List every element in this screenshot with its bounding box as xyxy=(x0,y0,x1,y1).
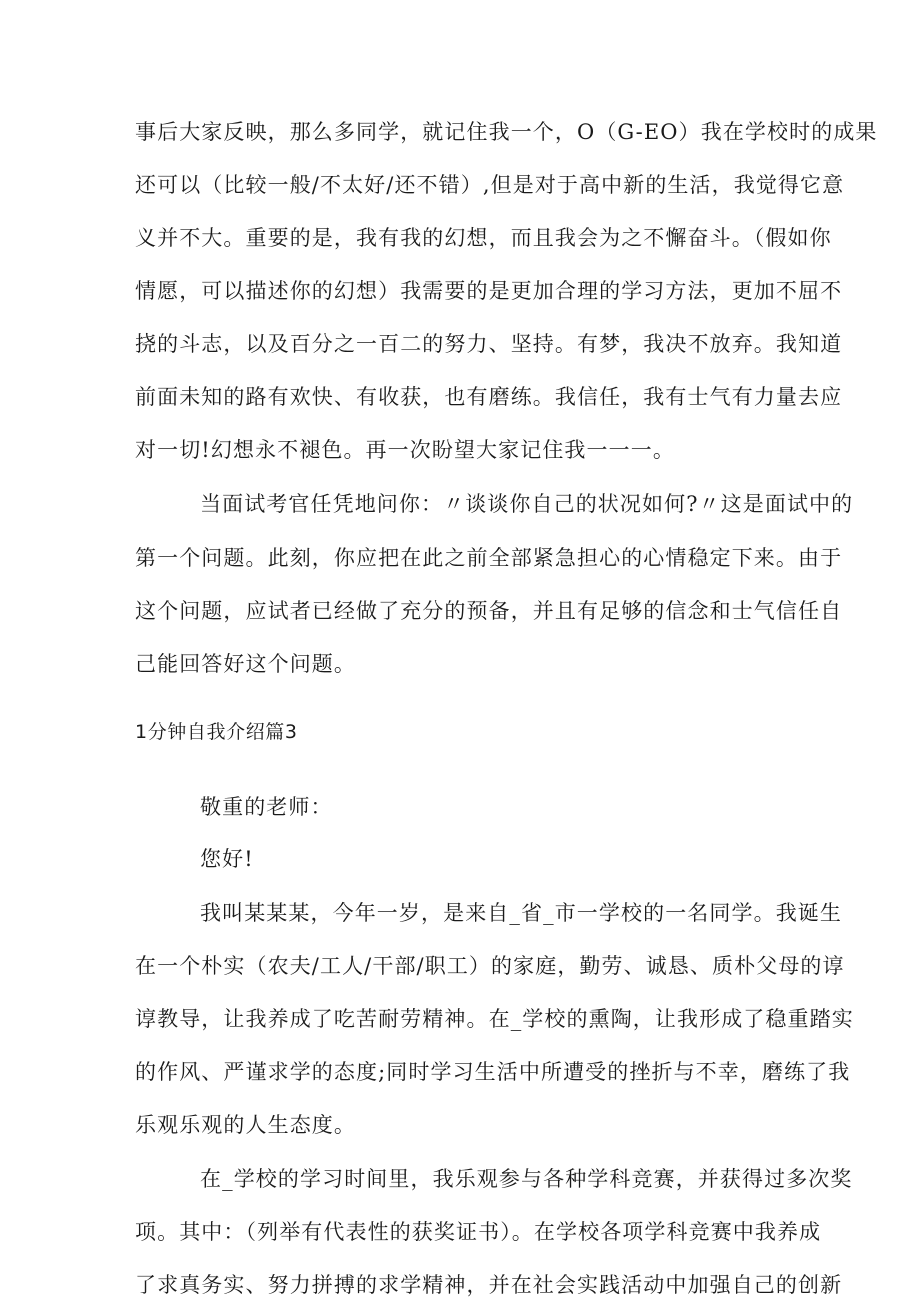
salutation: 敬重的老师： xyxy=(200,795,333,819)
paragraph-1-line-2: 还可以（比较一般/不太好/还不错）,但是对于高中新的生活，我觉得它意 xyxy=(135,173,845,197)
paragraph-1-line-1: 事后大家反映，那么多同学，就记住我一个，O（G-EO）我在学校时的成果 xyxy=(135,120,878,144)
paragraph-3-line-5: 乐观乐观的人生态度。 xyxy=(135,1113,356,1137)
paragraph-2-line-3: 这个问题，应试者已经做了充分的预备，并且有足够的信念和士气信任自 xyxy=(135,599,843,623)
greeting: 您好! xyxy=(200,847,254,871)
paragraph-1-line-3: 义并不大。重要的是，我有我的幻想，而且我会为之不懈奋斗。（假如你 xyxy=(135,226,832,250)
paragraph-3-line-4: 的作风、严谨求学的态度;同时学习生活中所遭受的挫折与不幸，磨练了我 xyxy=(135,1060,851,1084)
paragraph-2-line-1: 当面试考官任凭地问你：〃谈谈你自己的状况如何?〃这是面试中的 xyxy=(200,492,854,516)
paragraph-4-line-2: 项。其中：（列举有代表性的获奖证书）。在学校各项学科竞赛中我养成 xyxy=(135,1220,822,1244)
paragraph-3-line-1: 我叫某某某，今年一岁，是来自_省_市一学校的一名同学。我诞生 xyxy=(200,901,842,925)
paragraph-1-line-4: 情愿，可以描述你的幻想）我需要的是更加合理的学习方法，更加不屈不 xyxy=(135,279,843,303)
paragraph-3-line-3: 谆教导，让我养成了吃苦耐劳精神。在_学校的熏陶，让我形成了稳重踏实 xyxy=(135,1007,854,1031)
paragraph-1-line-5: 挠的斗志，以及百分之一百二的努力、坚持。有梦，我决不放弃。我知道 xyxy=(135,332,843,356)
section-heading: 1分钟自我介绍篇3 xyxy=(135,721,298,743)
paragraph-2-line-2: 第一个问题。此刻，你应把在此之前全部紧急担心的心情稳定下来。由于 xyxy=(135,546,843,570)
paragraph-4-line-3: 了求真务实、努力拼搏的求学精神，并在社会实践活动中加强自己的创新 xyxy=(135,1273,843,1297)
paragraph-4-line-1: 在_学校的学习时间里，我乐观参与各种学科竞赛，并获得过多次奖 xyxy=(200,1167,853,1191)
paragraph-1-line-7: 对一切!幻想永不褪色。再一次盼望大家记住我一一一。 xyxy=(135,438,675,462)
paragraph-1-line-6: 前面未知的路有欢快、有收获，也有磨练。我信任，我有士气有力量去应 xyxy=(135,385,843,409)
paragraph-2-line-4: 己能回答好这个问题。 xyxy=(135,652,356,676)
paragraph-3-line-2: 在一个朴实（农夫/工人/干部/职工）的家庭，勤劳、诚恳、质朴父母的谆 xyxy=(135,954,845,978)
